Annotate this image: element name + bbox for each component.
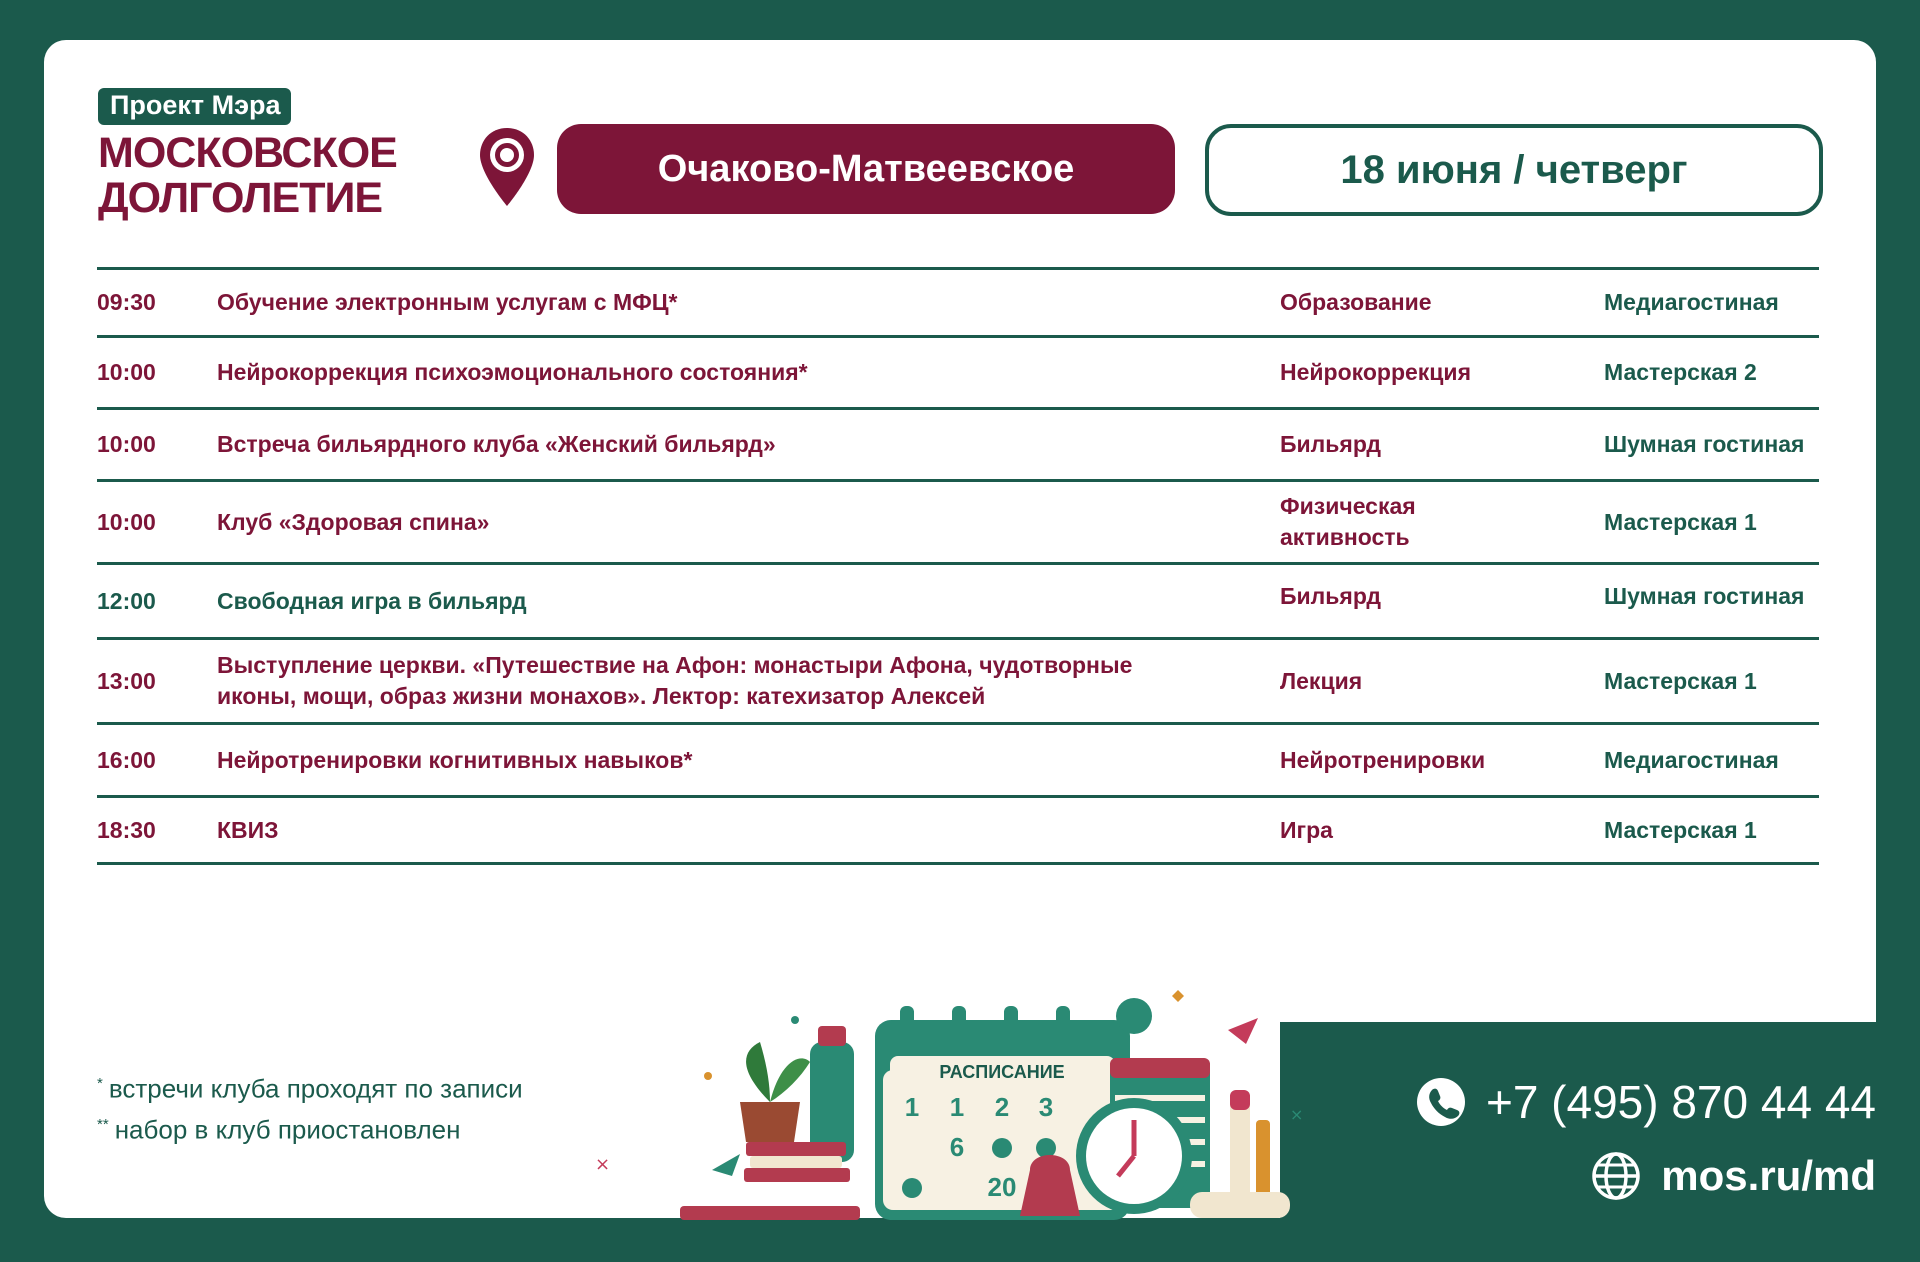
calendar-title: РАСПИСАНИЕ	[939, 1062, 1065, 1082]
event-category: Лекция	[1280, 667, 1363, 694]
event-room: Шумная гостиная	[1604, 431, 1805, 457]
phone-number[interactable]: +7 (495) 870 44 44	[1485, 1076, 1876, 1128]
event-room: Мастерская 2	[1604, 359, 1757, 385]
globe-icon	[1591, 1151, 1641, 1201]
event-title: Нейрокоррекция психоэмоционального состояния*	[217, 359, 808, 385]
footnote-item	[97, 1107, 523, 1148]
schedule-illustration	[595, 970, 1310, 1230]
event-time: 16:00	[97, 746, 156, 773]
table-row	[97, 565, 1819, 640]
brand-line-1: МОСКОВСКОЕ	[98, 129, 397, 177]
date-badge: 18 июня / четверг	[1205, 124, 1823, 216]
event-category: Нейрокоррекция	[1280, 359, 1471, 385]
phone-contact	[1416, 1075, 1876, 1129]
website-link[interactable]: mos.ru/md	[1661, 1152, 1876, 1199]
event-time: 10:00	[97, 359, 156, 385]
event-category: Игра	[1280, 816, 1333, 843]
calendar-number: 6	[949, 1132, 965, 1162]
event-title: КВИЗ	[217, 816, 279, 843]
schedule-table	[97, 267, 1819, 865]
brand-line-2: ДОЛГОЛЕТИЕ	[98, 174, 383, 222]
event-room: Мастерская 1	[1604, 508, 1757, 535]
event-time: 09:30	[97, 289, 156, 315]
event-room: Мастерская 1	[1604, 816, 1757, 843]
footnotes	[97, 1066, 523, 1147]
website-contact	[1416, 1151, 1876, 1201]
footnote-item	[97, 1066, 523, 1107]
event-time: 10:00	[97, 431, 156, 457]
table-row	[97, 270, 1819, 338]
footnote-text: набор в клуб приостановлен	[114, 1114, 461, 1145]
event-time: 10:00	[97, 508, 156, 535]
event-category: Бильярд	[1280, 583, 1381, 609]
footnote-text: встречи клуба проходят по записи	[108, 1073, 523, 1104]
event-category: Бильярд	[1280, 431, 1381, 457]
event-time: 13:00	[97, 667, 156, 694]
event-category: Физическая активность	[1280, 493, 1416, 550]
event-room: Мастерская 1	[1604, 667, 1757, 694]
table-row	[97, 798, 1819, 865]
location-pin-icon	[478, 126, 536, 210]
brand-logo	[98, 88, 397, 221]
event-title: Нейротренировки когнитивных навыков*	[217, 746, 693, 773]
calendar-number: 20	[987, 1172, 1017, 1202]
event-title: Встреча бильярдного клуба «Женский бильярд»	[217, 431, 776, 457]
event-title: Свободная игра в бильярд	[217, 587, 527, 614]
table-row	[97, 410, 1819, 482]
event-category: Образование	[1280, 289, 1432, 315]
calendar-number: 2	[994, 1092, 1010, 1122]
svg-text:×: ×	[595, 1154, 611, 1175]
calendar-number: 3	[1038, 1092, 1054, 1122]
table-row	[97, 640, 1819, 725]
brand-tag: Проект Мэра	[98, 88, 291, 125]
phone-icon	[1416, 1077, 1466, 1127]
district-badge: Очаково-Матвеевское	[557, 124, 1175, 214]
footnote-mark: *	[97, 1075, 103, 1092]
svg-text:×: ×	[1290, 1105, 1304, 1124]
calendar-number: 1	[904, 1092, 920, 1122]
event-room: Шумная гостиная	[1604, 583, 1805, 609]
event-title: Выступление церкви. «Путешествие на Афон: монастыри Афона, чудотворные иконы, мощи, образ жизни монахов». Лектор: катехизатор Алексей	[217, 652, 1133, 709]
event-room: Медиагостиная	[1604, 746, 1779, 773]
event-title: Обучение электронным услугам с МФЦ*	[217, 289, 678, 315]
event-category: Нейротренировки	[1280, 746, 1486, 773]
footnote-mark: **	[97, 1115, 109, 1133]
table-row	[97, 482, 1819, 565]
contacts	[1416, 1075, 1876, 1223]
event-time: 12:00	[97, 587, 156, 614]
event-title: Клуб «Здоровая спина»	[217, 508, 490, 535]
event-time: 18:30	[97, 816, 156, 843]
table-row	[97, 338, 1819, 410]
calendar-number: 1	[949, 1092, 965, 1122]
event-room: Медиагостиная	[1604, 289, 1779, 315]
table-row	[97, 725, 1819, 798]
